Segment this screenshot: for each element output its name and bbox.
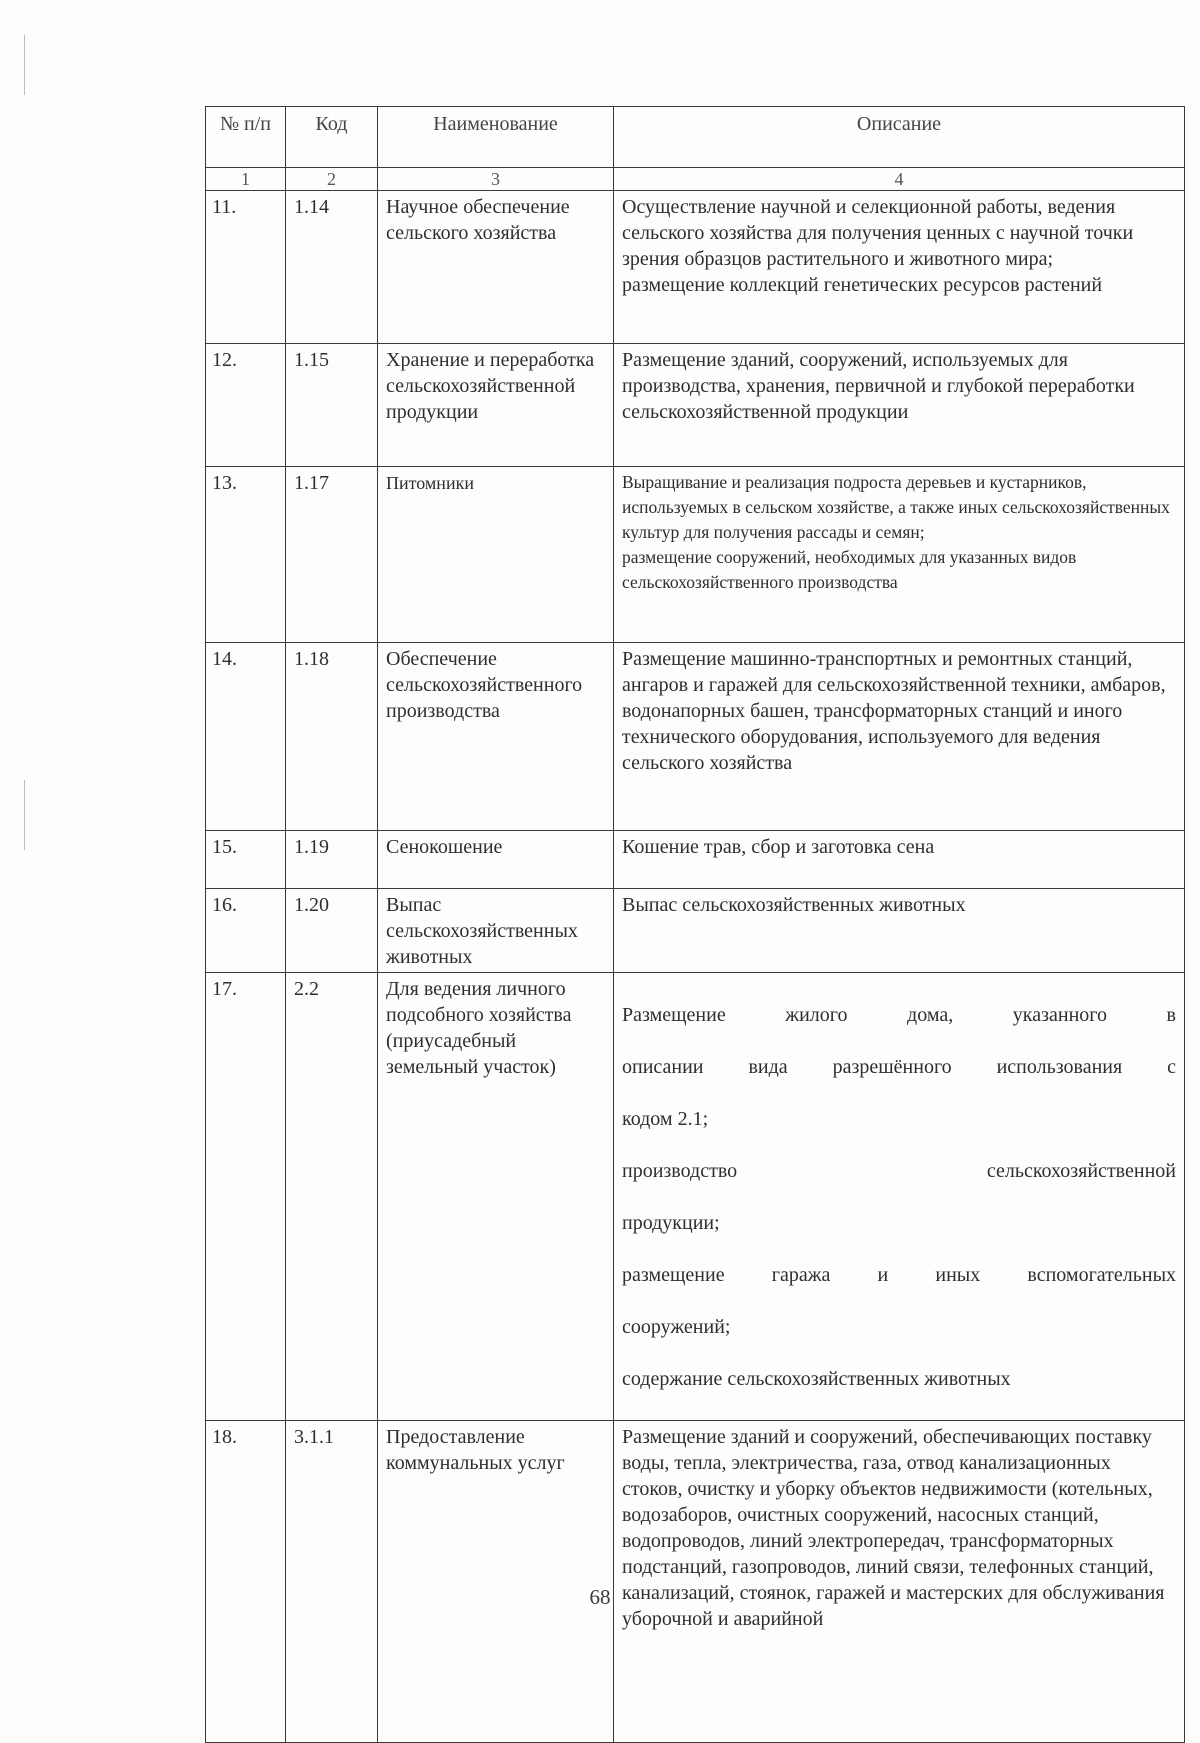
row-name: Для ведения личного подсобного хозяйства (приусадебный земельный участок)	[378, 973, 614, 1421]
row-description: Размещение зданий и сооружений, обеспечивающих поставку воды, тепла, электричества, газа, отвод канализационных стоков, очистку и уборку объектов недвижимости (котельных, водозаборов, очистных сооружений, насосных станций, водопроводов, линий электропередач, трансформаторных подстанций, газопроводов, линий связи, телефонных станций, канализаций, стоянок, гаражей и мастерских для обслуживания уборочной и аварийной	[614, 1421, 1185, 1743]
row-num: 12.	[206, 344, 286, 467]
scan-edge-mark	[24, 35, 25, 95]
row-num: 15.	[206, 831, 286, 889]
column-number: 2	[286, 168, 378, 191]
scan-edge-mark	[24, 780, 25, 850]
row-code: 1.18	[286, 643, 378, 831]
row-code: 1.19	[286, 831, 378, 889]
description-line: содержание сельскохозяйственных животных	[622, 1368, 1011, 1390]
row-name: Хранение и переработка сельскохозяйственной продукции	[378, 344, 614, 467]
row-code: 3.1.1	[286, 1421, 378, 1743]
column-number: 4	[614, 168, 1185, 191]
row-name: Сенокошение	[378, 831, 614, 889]
header-name: Наименование	[378, 107, 614, 168]
row-code: 1.20	[286, 889, 378, 973]
row-description: Осуществление научной и селекционной работы, ведения сельского хозяйства для получения ценных с научной точки зрения образцов растительного и животного мира; размещение коллекций генетических ресурсов растений	[614, 191, 1185, 344]
row-name: Обеспечение сельскохозяйственного производства	[378, 643, 614, 831]
row-num: 11.	[206, 191, 286, 344]
row-code: 1.14	[286, 191, 378, 344]
header-num: № п/п	[206, 107, 286, 168]
table-row	[206, 973, 1185, 1421]
description-line: кодом 2.1;	[622, 1108, 709, 1130]
row-code: 2.2	[286, 973, 378, 1421]
row-description: Кошение трав, сбор и заготовка сена	[614, 831, 1185, 889]
description-line: сооружений;	[622, 1316, 731, 1338]
table-row	[206, 344, 1185, 467]
table-row	[206, 889, 1185, 973]
row-name: Питомники	[378, 467, 614, 643]
table-row	[206, 831, 1185, 889]
row-name: Выпас сельскохозяйственных животных	[378, 889, 614, 973]
row-code: 1.15	[286, 344, 378, 467]
page-number: 68	[589, 1585, 611, 1609]
row-description: Размещение зданий, сооружений, используемых для производства, хранения, первичной и глубокой переработки сельскохозяйственной продукции	[614, 344, 1185, 467]
row-description: Выпас сельскохозяйственных животных	[614, 889, 1185, 973]
row-num: 14.	[206, 643, 286, 831]
row-num: 13.	[206, 467, 286, 643]
land-use-table	[205, 106, 1185, 1743]
row-description	[614, 973, 1185, 1421]
description-line: производство сельскохозяйственной	[622, 1160, 1176, 1182]
row-description: Выращивание и реализация подроста деревьев и кустарников, используемых в сельском хозяйстве, а также иных сельскохозяйственных культур для получения рассады и семян; размещение сооружений, необходимых для указанных видов сельскохозяйственного производства	[614, 467, 1185, 643]
table-row	[206, 191, 1185, 344]
row-description: Размещение машинно-транспортных и ремонтных станций, ангаров и гаражей для сельскохозяйственной техники, амбаров, водонапорных башен, трансформаторных станций и иного технического оборудования, используемого для ведения сельского хозяйства	[614, 643, 1185, 831]
table-row	[206, 467, 1185, 643]
row-num: 16.	[206, 889, 286, 973]
row-name: Предоставление коммунальных услуг	[378, 1421, 614, 1743]
column-number: 3	[378, 168, 614, 191]
row-num: 18.	[206, 1421, 286, 1743]
description-line: продукции;	[622, 1212, 720, 1234]
description-line: размещение гаража и иных вспомогательных	[622, 1264, 1176, 1286]
column-number-row	[206, 168, 1185, 191]
header-description: Описание	[614, 107, 1185, 168]
description-line: Размещение жилого дома, указанного в	[622, 1004, 1176, 1026]
table-header-row	[206, 107, 1185, 168]
row-name: Научное обеспечение сельского хозяйства	[378, 191, 614, 344]
column-number: 1	[206, 168, 286, 191]
row-code: 1.17	[286, 467, 378, 643]
header-code: Код	[286, 107, 378, 168]
row-num: 17.	[206, 973, 286, 1421]
description-line: описании вида разрешённого использования с	[622, 1056, 1176, 1078]
table-row	[206, 1421, 1185, 1743]
table-row	[206, 643, 1185, 831]
